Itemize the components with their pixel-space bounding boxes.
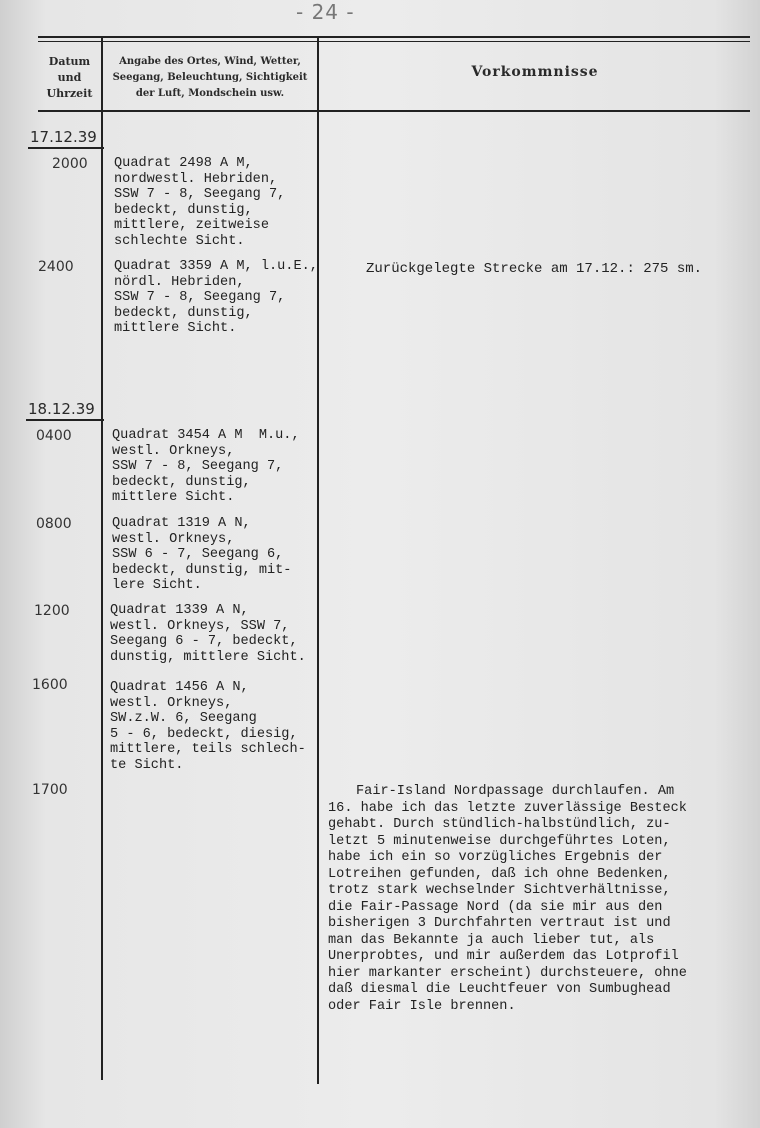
event-line: die Fair-Passage Nord (da sie mir aus den <box>328 899 663 915</box>
location-line: bedeckt, dunstig, <box>112 474 251 490</box>
entry-location <box>110 603 345 665</box>
location-line: Seegang 6 - 7, bedeckt, <box>110 634 298 650</box>
location-line: schlechte Sicht. <box>114 233 245 249</box>
location-line: Quadrat 1456 A N, <box>110 680 249 695</box>
column-divider-1 <box>101 38 103 1080</box>
event-line: man das Bekannte ja auch lieber tut, als <box>328 932 655 948</box>
header-line: und <box>57 71 82 84</box>
entry-time: 1600 <box>32 677 68 693</box>
entry-location <box>110 680 345 774</box>
page-number: - 24 - <box>296 0 355 24</box>
header-line: Seegang, Beleuchtung, Sichtigkeit <box>112 72 308 83</box>
location-line: Quadrat 3359 A M, l.u.E., <box>114 259 318 274</box>
header-line: der Luft, Mondschein usw. <box>135 88 285 99</box>
event-line: daß diesmal die Leuchtfeuer von Sumbughead <box>328 982 671 997</box>
header-line: Uhrzeit <box>46 87 93 100</box>
location-line: nördl. Hebriden, <box>114 274 245 290</box>
location-line: SSW 7 - 8, Seegang 7, <box>112 459 284 475</box>
date-label: 17.12.39 <box>30 128 97 146</box>
top-rule-thin <box>38 41 750 42</box>
date-underline <box>26 419 104 421</box>
location-line: 5 - 6, bedeckt, diesig, <box>110 726 298 742</box>
location-line: westl. Orkneys, <box>110 695 233 711</box>
header-location <box>104 54 316 102</box>
location-line: dunstig, mittlere Sicht. <box>110 649 306 665</box>
event-line: 16. habe ich das letzte zuverlässige Besteck <box>328 800 687 816</box>
location-line: te Sicht. <box>110 757 184 773</box>
event-line: habe ich ein so vorzügliches Ergebnis der <box>328 850 663 865</box>
event-line: trotz stark wechselnder Sichtverhältnisse, <box>328 883 671 898</box>
event-line: gehabt. Durch stündlich-halbstündlich, zu- <box>328 817 671 832</box>
event-line: Lotreihen gefunden, daß ich ohne Bedenken, <box>328 866 671 882</box>
header-line: Datum <box>48 55 91 68</box>
header-date-time <box>38 54 101 102</box>
location-line: westl. Orkneys, SSW 7, <box>110 618 290 634</box>
entry-time: 0800 <box>36 516 72 532</box>
location-line: mittlere Sicht. <box>114 321 237 337</box>
date-underline <box>28 147 104 149</box>
entry-event-block <box>328 784 758 1015</box>
location-line: SW.z.W. 6, Seegang <box>110 711 257 727</box>
location-line: mittlere Sicht. <box>112 490 235 506</box>
location-line: Quadrat 2498 A M, <box>114 156 253 171</box>
entry-time: 2400 <box>38 259 74 275</box>
location-line: bedeckt, dunstig, <box>114 305 253 321</box>
location-line: bedeckt, dunstig, mit- <box>112 562 292 578</box>
location-line: Quadrat 3454 A M M.u., <box>112 428 300 443</box>
event-line: Fair-Island Nordpassage durchlaufen. Am <box>356 784 675 799</box>
event-line: hier markanter erscheint) durchsteuere, ohne <box>328 965 687 981</box>
entry-time: 2000 <box>52 156 88 172</box>
entry-location <box>114 156 349 250</box>
entry-event: Zurückgelegte Strecke am 17.12.: 275 sm. <box>366 261 703 277</box>
entry-location <box>112 428 347 506</box>
header-bottom-rule <box>38 110 750 112</box>
event-line: bisherigen 3 Durchfahrten vertraut ist und <box>328 916 671 931</box>
date-label: 18.12.39 <box>28 400 95 418</box>
event-line: oder Fair Isle brennen. <box>328 998 516 1014</box>
entry-location <box>112 516 347 594</box>
location-line: westl. Orkneys, <box>112 531 235 547</box>
location-line: SSW 7 - 8, Seegang 7, <box>114 290 286 306</box>
location-line: mittlere, zeitweise <box>114 218 269 234</box>
event-line: Unerprobtes, und mir außerdem das Lotprofil <box>328 949 679 964</box>
header-line: Angabe des Ortes, Wind, Wetter, <box>119 56 301 67</box>
event-line: letzt 5 minutenweise durchgeführtes Loten, <box>328 833 671 849</box>
location-line: SSW 7 - 8, Seegang 7, <box>114 187 286 203</box>
location-line: bedeckt, dunstig, <box>114 202 253 218</box>
location-line: westl. Orkneys, <box>112 443 235 459</box>
location-line: mittlere, teils schlech- <box>110 742 306 758</box>
entry-time: 1700 <box>32 782 68 798</box>
location-line: nordwestl. Hebriden, <box>114 171 278 187</box>
location-line: SSW 6 - 7, Seegang 6, <box>112 547 284 563</box>
header-events: Vorkommnisse <box>471 64 599 80</box>
top-rule <box>38 36 750 38</box>
entry-location <box>114 259 349 337</box>
location-line: lere Sicht. <box>112 578 202 594</box>
location-line: Quadrat 1339 A N, <box>110 603 249 618</box>
entry-time: 1200 <box>34 603 70 619</box>
entry-time: 0400 <box>36 428 72 444</box>
location-line: Quadrat 1319 A N, <box>112 516 251 531</box>
